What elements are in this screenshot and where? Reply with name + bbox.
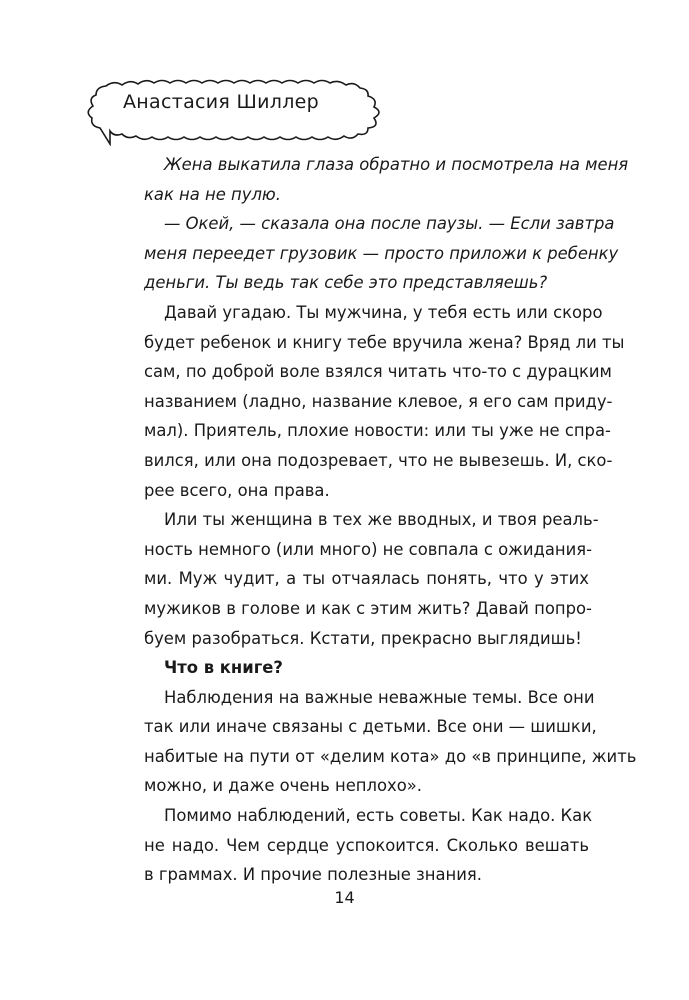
author-name: Анастасия Шиллер — [123, 91, 319, 113]
text-line: вился, или она подозревает, что не вывезешь. И, ско- — [144, 450, 613, 470]
text-line: Наблюдения на важные неважные темы. Все они — [164, 687, 595, 707]
paragraph — [144, 801, 593, 890]
text-line: Помимо наблюдений, есть советы. Как надо. Как — [164, 806, 593, 826]
author-header-bubble — [86, 74, 386, 146]
paragraph — [144, 298, 625, 505]
text-line: так или иначе связаны с детьми. Все они — шишки, — [144, 717, 597, 737]
text-line: мал). Приятель, плохие новости: или ты уже не спра- — [144, 421, 611, 441]
text-line: будет ребенок и книгу тебе вручила жена? Вряд ли ты — [144, 332, 625, 352]
text-line: Или ты женщина в тех же вводных, и твоя реаль- — [164, 510, 599, 530]
text-line: Жена выкатила глаза обратно и посмотрела на меня — [164, 155, 629, 174]
text-line: мужиков в голове и как с этим жить? Давай попро- — [144, 598, 592, 618]
page-number: 14 — [334, 888, 355, 907]
paragraph — [144, 150, 629, 209]
text-line: в граммах. И прочие полезные знания. — [144, 865, 482, 885]
text-line: ность немного (или много) не совпала с ожидания- — [144, 539, 593, 559]
text-line: не надо. Чем сердце успокоится. Сколько вешать — [144, 835, 589, 855]
text-line: Давай угадаю. Ты мужчина, у тебя есть или скоро — [164, 302, 603, 322]
text-line: ми. Муж чудит, а ты отчаялась понять, что у этих — [144, 569, 589, 589]
text-line: — Окей, — сказала она после паузы. — Если завтра — [164, 214, 615, 234]
text-line: рее всего, она права. — [144, 480, 330, 500]
text-line: Что в книге? — [164, 658, 283, 678]
text-line: сам, по доброй воле взялся читать что-то с дурацким — [144, 362, 612, 382]
text-line: набитые на пути от «делим кота» до «в принципе, жить — [144, 746, 637, 766]
text-line: названием (ладно, название клевое, я его сам приду- — [144, 391, 613, 411]
page-body — [144, 150, 637, 890]
text-line: можно, и даже очень неплохо». — [144, 776, 422, 796]
text-line: буем разобраться. Кстати, прекрасно выглядишь! — [144, 628, 582, 648]
paragraph — [144, 505, 599, 653]
text-line: как на не пулю. — [144, 184, 281, 204]
text-line: деньги. Ты ведь так себе это представляешь? — [144, 273, 548, 293]
text-line: меня переедет грузовик — просто приложи к ребенку — [144, 243, 619, 263]
section-heading — [144, 653, 589, 683]
paragraph — [144, 209, 619, 298]
paragraph — [144, 683, 637, 801]
